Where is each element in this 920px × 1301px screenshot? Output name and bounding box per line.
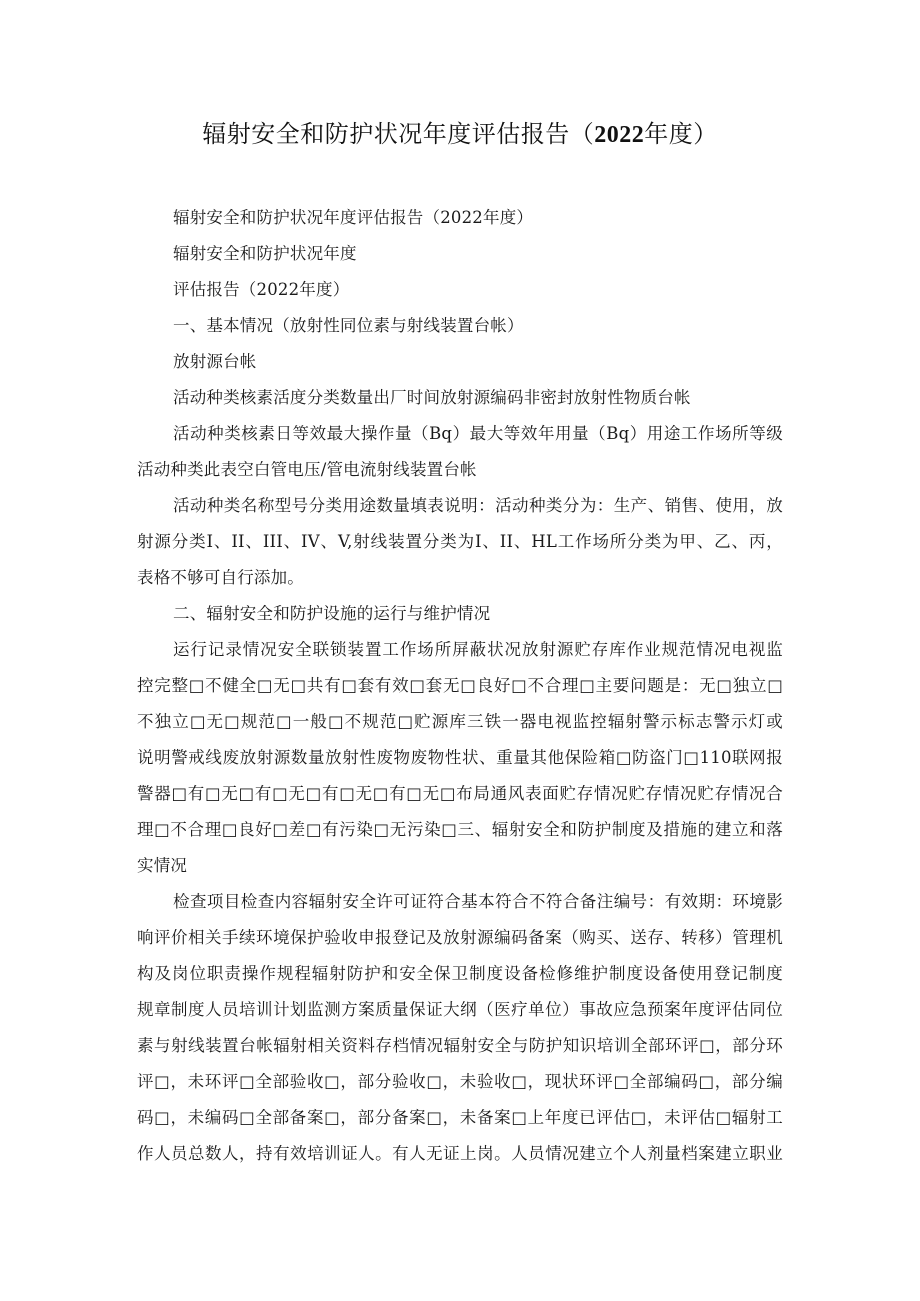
text-line: 构及岗位职责操作规程辐射防护和安全保卫制度设备检修维护制度设备使用登记制度 [137, 964, 783, 983]
document-title [0, 116, 920, 153]
text-line: 检查项目检查内容辐射安全许可证符合基本符合不符合备注编号：有效期：环境影 [173, 892, 783, 911]
text-line: 理□不合理□良好□差□有污染□无污染□三、辐射安全和防护制度及措施的建立和落 [137, 820, 783, 839]
document-body [137, 200, 783, 1172]
text-line: 一、基本情况（放射性同位素与射线装置台帐） [173, 316, 524, 335]
text-line: 实情况 [137, 856, 188, 875]
text-line: 响评价相关手续环境保护验收申报登记及放射源编码备案（购买、送存、转移）管理机 [137, 928, 783, 947]
text-line: 素与射线装置台帐辐射相关资料存档情况辐射安全与防护知识培训全部环评□，部分环 [137, 1036, 783, 1055]
text-line: 活动种类此表空白管电压/管电流射线装置台帐 [137, 460, 477, 479]
text-line: 控完整□不健全□无□共有□套有效□套无□良好□不合理□主要问题是：无□独立□ [137, 676, 783, 695]
text-line: 活动种类核素活度分类数量出厂时间放射源编码非密封放射性物质台帐 [173, 388, 691, 407]
title-main: 辐射安全和防护状况年度评估报告（ [202, 120, 595, 148]
text-line: 评估报告（2022年度） [173, 280, 350, 299]
text-line: 规章制度人员培训计划监测方案质量保证大纲（医疗单位）事故应急预案年度评估同位 [137, 1000, 783, 1019]
text-line: 表格不够可自行添加。 [137, 568, 304, 587]
title-year: 2022 [594, 122, 645, 148]
title-tail: 年度） [644, 120, 718, 148]
text-line: 不独立□无□规范□一般□不规范□贮源库三铁一器电视监控辐射警示标志警示灯或 [137, 712, 783, 731]
text-line: 放射源台帐 [173, 352, 257, 371]
text-line: 说明警戒线废放射源数量放射性废物废物性状、重量其他保险箱□防盗门□110联网报 [137, 748, 783, 767]
text-line: 活动种类名称型号分类用途数量填表说明：活动种类分为：生产、销售、使用，放 [173, 496, 783, 515]
text-line: 运行记录情况安全联锁装置工作场所屏蔽状况放射源贮存库作业规范情况电视监 [173, 640, 783, 659]
text-line: 警器□有□无□有□无□有□无□有□无□布局通风表面贮存情况贮存情况贮存情况合 [137, 784, 783, 803]
text-line: 二、辐射安全和防护设施的运行与维护情况 [173, 604, 491, 623]
text-line: 评□，未环评□全部验收□，部分验收□，未验收□，现状环评□全部编码□，部分编 [137, 1072, 783, 1091]
text-line: 射源分类I、II、III、IV、V,射线装置分类为I、II、HL工作场所分类为甲、乙、丙， [137, 532, 783, 551]
text-line: 辐射安全和防护状况年度评估报告（2022年度） [173, 208, 534, 227]
text-line: 码□，未编码□全部备案□，部分备案□，未备案□上年度已评估□，未评估□辐射工 [137, 1108, 783, 1127]
text-line: 辐射安全和防护状况年度 [173, 244, 357, 263]
text-line: 活动种类核素日等效最大操作量（Bq）最大等效年用量（Bq）用途工作场所等级 [173, 424, 783, 443]
text-line: 作人员总数人，持有效培训证人。有人无证上岗。人员情况建立个人剂量档案建立职业 [137, 1144, 783, 1163]
